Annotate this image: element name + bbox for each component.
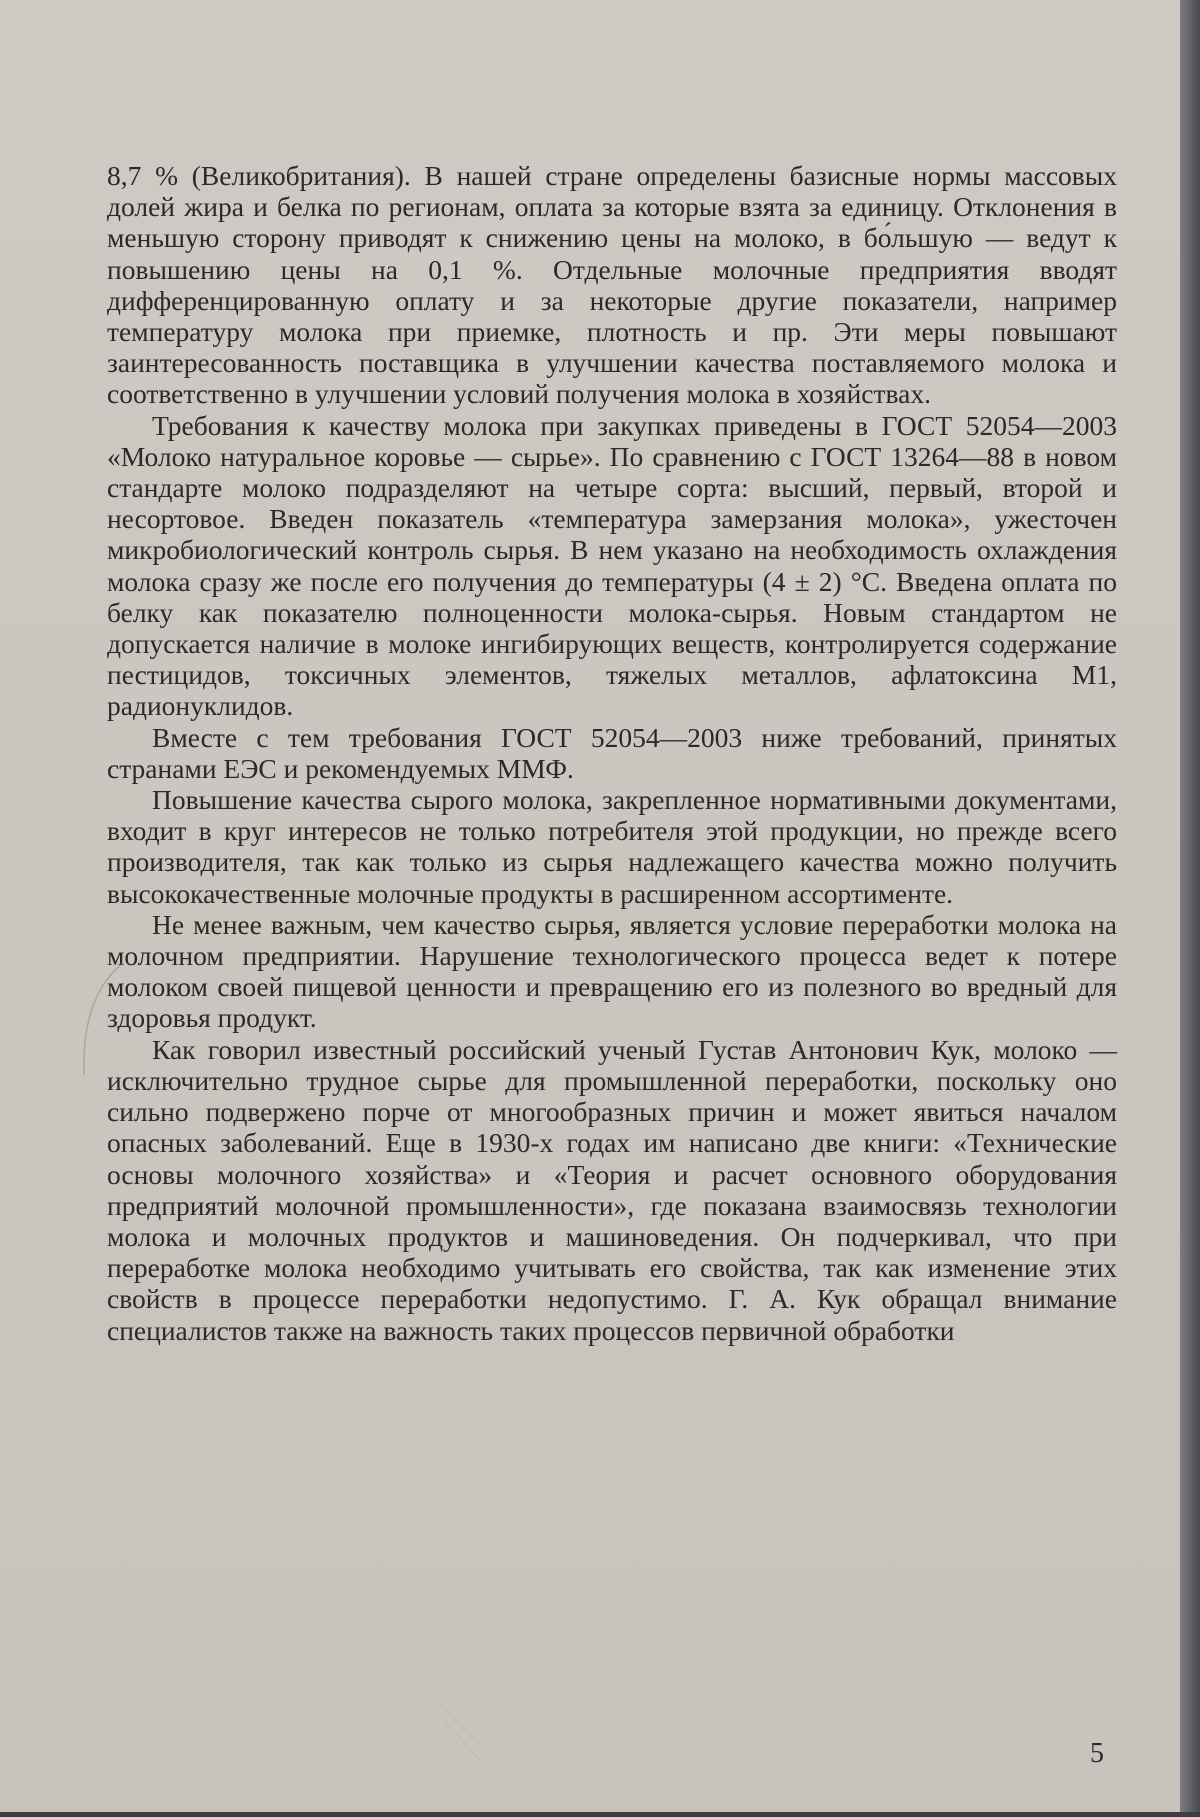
page-number: 5	[1090, 1738, 1104, 1769]
pencil-mark-decoration	[72, 960, 132, 1080]
paragraph-processing-conditions: Не менее важным, чем качество сырья, является условие переработки молока на молочном предприятии. Нарушение технологического процесса ведет к потере молоком своей пищевой ценности и превращению его из полезного во вредный для здоровья продукт.	[107, 908, 1117, 1034]
paragraph-kuk-quote: Как говорил известный российский ученый Густав Антонович Кук, молоко — исключительно трудное сырье для промышленной переработки, поскольку оно сильно подвержено порче от многообразных причин и может явиться началом опасных заболеваний. Еще в 1930-х годах им написано две книги: «Технические основы молочного хозяйства» и «Теория и расчет основного оборудования предприятий молочной промышленности», где показана взаимосвязь технологии молока и молочных продуктов и машиноведения. Он подчеркивал, что при переработке молока необходимо учитывать его свойства, так как изменение этих свойств в процессе переработки недопустимо. Г. А. Кук обращал внимание специалистов также на важность таких процессов первичной обработки	[107, 1033, 1117, 1346]
scanner-edge	[1180, 0, 1200, 1817]
scanner-bottom-edge	[0, 1812, 1200, 1817]
paragraph-continued: 8,7 % (Великобритания). В нашей стране определены базисные нормы массовых долей жира и белка по регионам, оплата за которые взята за единицу. Отклонения в меньшую сторону приводят к снижению цены на молоко, в бо́льшую — ведут к повышению цены на 0,1 %. Отдельные молочные предприятия вводят дифференцированную оплату и за некоторые другие показатели, например температуру молока при приемке, плотность и пр. Эти меры повышают заинтересованность поставщика в улучшении качества поставляемого молока и соответственно в улучшении условий получения молока в хозяйствах.	[107, 160, 1117, 410]
paragraph-quality-improvement: Повышение качества сырого молока, закрепленное нормативными документами, входит в круг интересов не только потребителя этой продукции, но прежде всего производителя, так как только из сырья надлежащего качества можно получить высококачественные молочные продукты в расширенном ассортименте.	[107, 784, 1117, 909]
body-text	[107, 160, 1117, 1346]
ink-mark-decoration	[430, 1700, 490, 1770]
paragraph-eec-comparison: Вместе с тем требования ГОСТ 52054—2003 ниже требований, принятых странами ЕЭС и рекомендуемых ММФ.	[107, 721, 1117, 784]
paragraph-gost-requirements: Требования к качеству молока при закупках приведены в ГОСТ 52054—2003 «Молоко натуральное коровье — сырье». По сравнению с ГОСТ 13264—88 в новом стандарте молоко подразделяют на четыре сорта: высший, первый, второй и несортовое. Введен показатель «температура замерзания молока», ужесточен микробиологический контроль сырья. В нем указано на необходимость охлаждения молока сразу же после его получения до температуры (4 ± 2) °С. Введена оплата по белку как показателю полноценности молока-сырья. Новым стандартом не допускается наличие в молоке ингибирующих веществ, контролируется содержание пестицидов, токсичных элементов, тяжелых металлов, афлатоксина М1, радионуклидов.	[107, 409, 1117, 722]
